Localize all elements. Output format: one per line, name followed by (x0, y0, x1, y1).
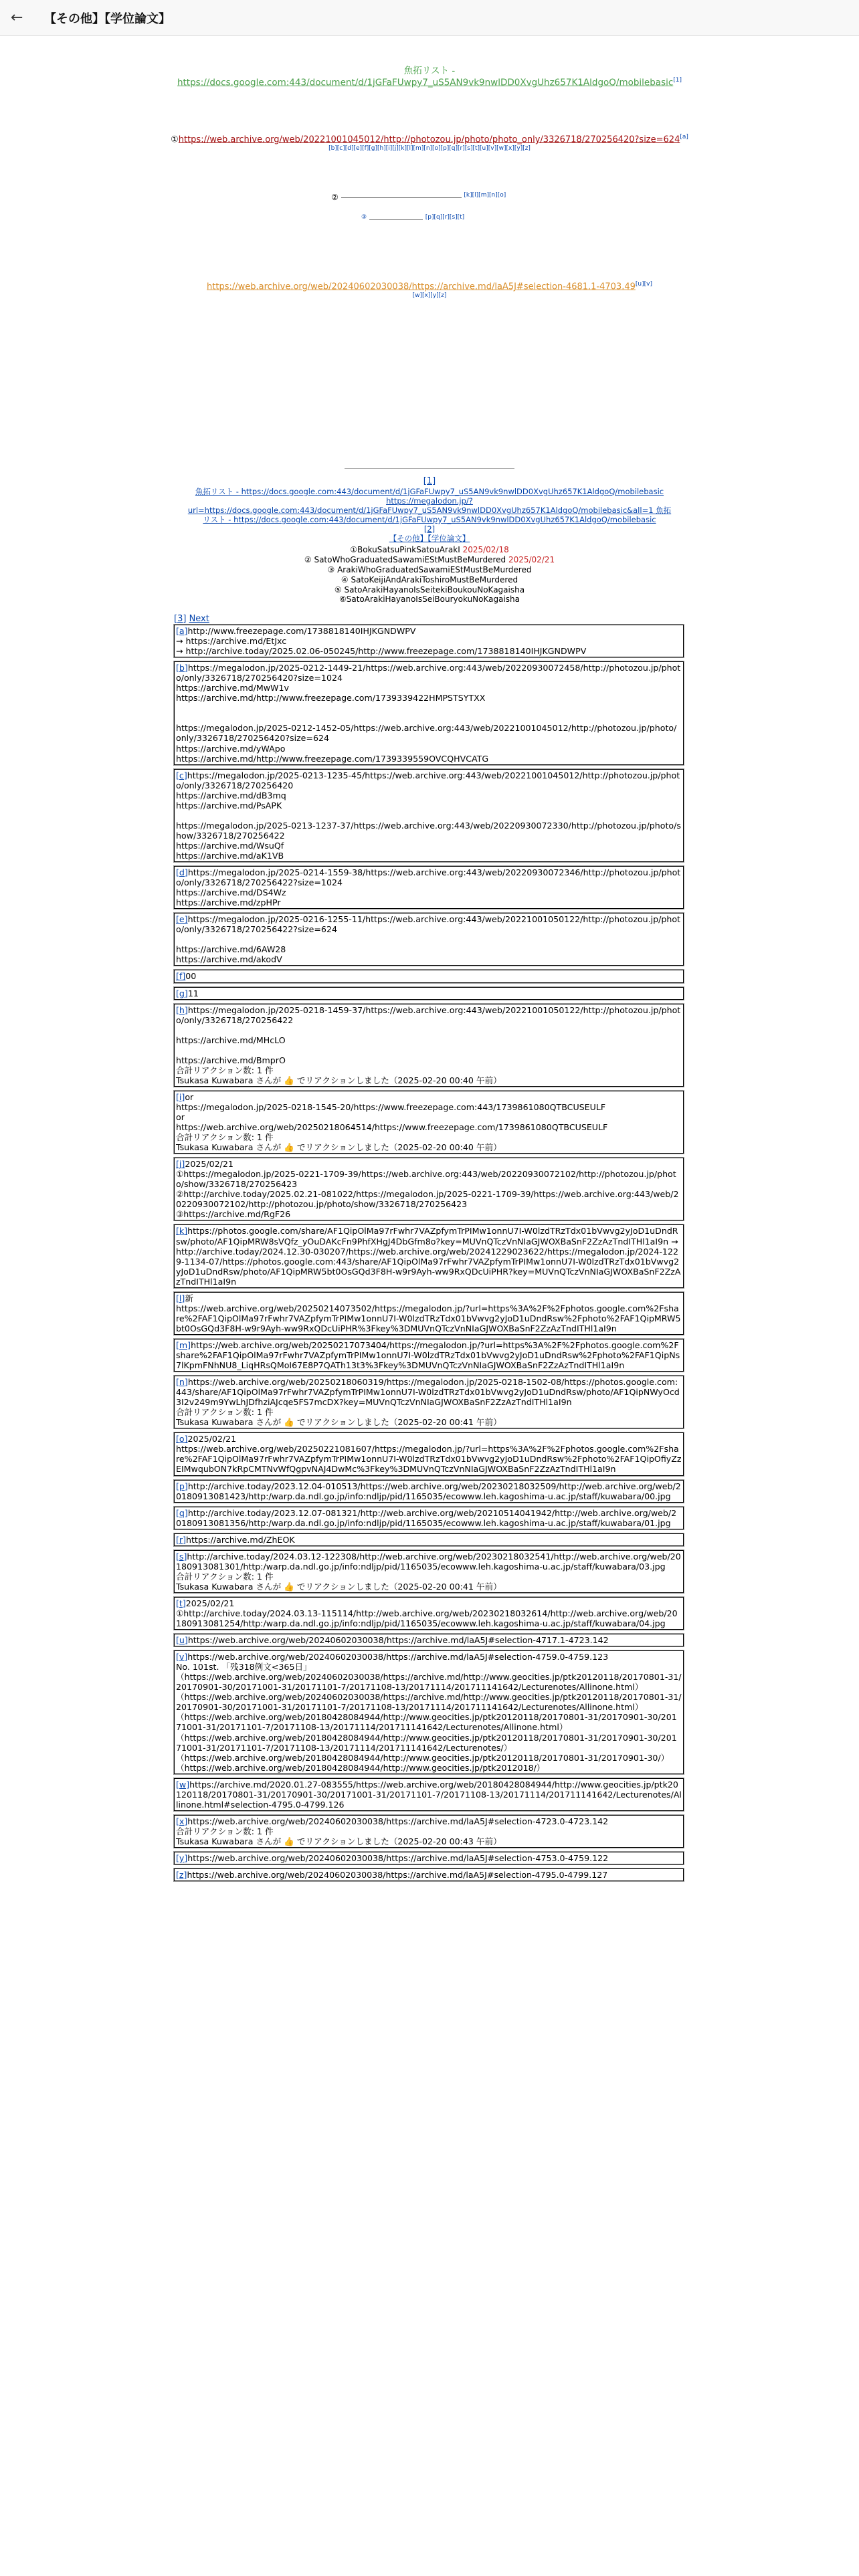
comment-entries (174, 625, 684, 1885)
image-2-refs[interactable]: [k][l][m][n][o] (464, 192, 506, 199)
entry-text: https://web.archive.org/web/20240602030038/https://archive.md/laA5J#selection-4795.0-4799.127 (187, 1870, 608, 1881)
comment-entry (174, 1868, 684, 1881)
comment-entry (174, 1815, 684, 1848)
comment-entry (174, 1158, 684, 1220)
entry-key[interactable]: [p] (176, 1481, 188, 1491)
entry-text: 00 (185, 971, 197, 982)
comment-entry (174, 1292, 684, 1335)
name-line: ①BokuSatsuPinkSatouArakI 2025/02/18 (350, 545, 509, 554)
docs-link[interactable]: https://docs.google.com:443/document/d/1jGFaFUwpy7_uS5AN9vk9nwlDD0XvgUhz657K1AldgoQ/mobilebasic (177, 77, 674, 88)
back-arrow-icon[interactable]: ← (11, 9, 23, 26)
entry-key[interactable]: [i] (176, 1091, 185, 1102)
comment-entry (174, 1650, 684, 1774)
comment-entry (174, 1480, 684, 1503)
entry-key[interactable]: [y] (176, 1852, 188, 1863)
circled-number: ① (171, 134, 179, 145)
comment-entry (174, 1432, 684, 1475)
entry-key[interactable]: [u] (176, 1635, 188, 1646)
entry-key[interactable]: [z] (176, 1870, 187, 1881)
comment-entry (174, 1224, 684, 1287)
entry-key[interactable]: [g] (176, 988, 188, 998)
image-3-placeholder (369, 219, 423, 220)
circled-number: ② (331, 193, 339, 202)
entry-key[interactable]: [w] (176, 1779, 190, 1790)
image-2-placeholder (341, 197, 462, 198)
entry-text: 2025/02/21 ①http://archive.today/2024.03.13-115114/http://web.archive.org/web/20230218032614/http://web.archive.org/web/20180913081254/http:/warp.da.ndl.go.jp/info:ndljp/pid/1165035/ecowww.leh.kagoshima-u.ac.jp/staff/kuwabara/04.jpg (176, 1598, 678, 1629)
list-label: 魚拓リスト - (403, 66, 456, 76)
names-list (201, 545, 658, 605)
comment-entry (174, 970, 684, 982)
date: 2025/02/18 (462, 545, 509, 554)
entry-text: https://web.archive.org/web/20240602030038/https://archive.md/laA5J#selection-4759.0-4759.123 No. 101st. 「残318例文<365日」 （https://web.archive.org/web/20240602030038/https://archive.md/http://www.geocities.jp/ptk20120118/20170801-31/20170901-30/20171001-31/20171101-7/20171108-13/20171114/201711141642/Lecturenotes/Allinone.html） （https://web.archive.org/web/20240602030038/https://archive.md/http://www.geocities.jp/ptk20120118/20170801-31/20170901-30/20171001-31/20171101-7/20171108-13/20171114/201711141642/Lecturenotes/Allinone.html） （https://web.archive.org/web/20180428084944/http://www.geocities.jp/ptk20120118/20170801-31/20170901-30/20171001-31/20171101-7/20171108-13/20171114/201711141642/Lecturenotes/Allinone.html） （https://web.archive.org/web/20180428084944/http://www.geocities.jp/ptk20120118/20170801-31/20170901-30/20171001-31/20171101-7/20171108-13/20171114/201711141642/Lecturenotes/） （https://web.archive.org/web/20180428084944/http://www.geocities.jp/ptk20120118/20170801-31/20170901-30/） （https://web.archive.org/web/20180428084944/http://www.geocities.jp/ptk2012018/） (176, 1652, 682, 1773)
footnote-ref[interactable]: [1] (673, 76, 682, 84)
name-line: ③ ArakiWhoGraduatedSawamiEStMustBeMurdered (327, 564, 532, 574)
comment-entry (174, 1339, 684, 1372)
entry-text: https://megalodon.jp/2025-0214-1559-38/https://web.archive.org:443/web/20220930072346/http://photozou.jp/photo/only/3326718/270256422?size=1024 https://archive.md/DS4Wz https://archive.md/zpHPr (176, 867, 681, 908)
comment-entry (174, 987, 684, 1000)
entry-text: https://archive.md/2020.01.27-083555/https://web.archive.org/web/20180428084944/http://www.geocities.jp/ptk20120118/20170801-31/20170901-30/20171001-31/20171101-7/20171108-13/20171114/201711141642/Lecturenotes/Allinone.html#selection-4795.0-4799.126 (176, 1779, 682, 1810)
comment-entry (174, 1550, 684, 1593)
entry-text: https://web.archive.org/web/20240602030038/https://archive.md/laA5J#selection-4723.0-4723.142 合計リアクション数: 1 件 Tsukasa Kuwabara さんが 👍 でリアクションしました（2025-02-20 00:43 午前） (176, 1816, 609, 1846)
entry-key[interactable]: [m] (176, 1339, 191, 1350)
entry-text: 11 (187, 988, 199, 998)
comment-entry (174, 625, 684, 657)
entry-key[interactable]: [a] (176, 626, 188, 636)
footnote-line[interactable]: https://megalodon.jp/?url=https://docs.google.com:443/document/d/1jGFaFUwpy7_uS5AN9vk9nwlDD0XvgUhz657K1AldgoQ/mobilebasic&all=1 魚拓 (187, 496, 672, 515)
entry-text: http://archive.today/2023.12.04-010513/https://web.archive.org/web/20230218032509/http://web.archive.org/web/20180913081423/http:/warp.da.ndl.go.jp/info:ndljp/pid/1165035/ecowww.leh.kagoshima-u.ac.jp/staff/kuwabara/00.jpg (176, 1481, 681, 1501)
comment-entry (174, 1634, 684, 1646)
entry-key[interactable]: [s] (176, 1551, 187, 1562)
entry-key[interactable]: [o] (176, 1434, 188, 1444)
name-line: ④ SatoKeijiAndArakiToshiroMustBeMurdered (341, 574, 518, 584)
comment-entry (174, 661, 684, 764)
divider (345, 468, 514, 469)
entry-key[interactable]: [r] (176, 1534, 187, 1545)
entry-key[interactable]: [n] (176, 1377, 188, 1388)
entry-text: 2025/02/21 https://web.archive.org/web/20250221081607/https://megalodon.jp/?url=https%3A%2F%2Fphotos.google.com%2Fshare%2FAF1QipOlMa97rFwhr7VAZpfymTrPIMw1onnU7I-W0lzdTRzTdx01bVwvg2yJoD1uDndRsw%2Fphoto%2FAF1QipOfiyZzEIMwqubON7kRpCMTNvWfQgpvNAJ4DwMc%3Fkey%3DMUVnQTczVnNIaGJWOXBaSnF2ZzAzTndITHl1aI9n (176, 1434, 682, 1475)
comment-entry (174, 1852, 684, 1864)
comment-entry (174, 1507, 684, 1529)
next-link[interactable]: Next (189, 614, 209, 624)
entry-text: http://www.freezepage.com/1738818140IHJKGNDWPV → https://archive.md/EtJxc → http://archive.today/2025.02.06-050245/http://www.freezepage.com/1738818140IHJKGNDWPV (176, 626, 587, 657)
image-1-refs[interactable]: [a][b][c][d][e][f][g][h][i][j][k][l][m][n][o][p][q][r][s][t][u][v][w][x][y][z] (328, 134, 688, 152)
entry-text: http://archive.today/2024.03.12-122308/http://web.archive.org/web/20230218032541/http://web.archive.org/web/20180913081301/http:/warp.da.ndl.go.jp/info:ndljp/pid/1165035/ecowww.leh.kagoshima-u.ac.jp/staff/kuwabara/03.jpg 合計リアクション数: 1 件 Tsukasa Kuwabara さんが 👍 でリアクションしました（2025-02-20 00:41 午前） (176, 1551, 681, 1592)
entry-text: or https://megalodon.jp/2025-0218-1545-20/https://www.freezepage.com:443/1739861080QTBCUSEULF or https://web.archive.org/web/20250218064514/https://www.freezepage.com/1739861080QTBCUSEULF 合計リアクション数: 1 件 Tsukasa Kuwabara さんが 👍 でリアクションしました（2025-02-20 00:40 午前） (176, 1091, 608, 1153)
entry-key[interactable]: [k] (176, 1226, 188, 1237)
image-2-line (331, 191, 632, 202)
entry-text: 新 https://web.archive.org/web/20250214073502/https://megalodon.jp/?url=https%3A%2F%2Fphotos.google.com%2Fshare%2FAF1QipOlMa97rFwhr7VAZpfymTrPIMw1onnU7I-W0lzdTRzTdx01bVwvg2yJoD1uDndRsw%2Fphoto%2FAF1QipMRW5bt0OsGQd3F8H-w9r9Ayh-ww9RxQDcUiPHR%3Fkey%3DMUVnQTczVnNIaGJWOXBaSnF2ZzAzTndITHl1aI9n (176, 1293, 681, 1333)
comment-entry (174, 1597, 684, 1630)
archive-link[interactable]: https://web.archive.org/web/20240602030038/https://archive.md/laA5J#selection-4681.1-4703.49 (207, 282, 636, 292)
entry-text: https://megalodon.jp/2025-0218-1459-37/https://web.archive.org:443/web/20221001050122/http://photozou.jp/photo/only/3326718/270256422 https://archive.md/MHcLO https://archive.md/BmprO 合計リアクション数: 1 件 Tsukasa Kuwabara さんが 👍 でリアクションしました（2025-02-20 00:40 午前） (176, 1004, 681, 1085)
archive-refs-1[interactable]: [u][v] (635, 281, 652, 288)
footnote-line[interactable]: 魚拓リスト - https://docs.google.com:443/document/d/1jGFaFUwpy7_uS5AN9vk9nwlDD0XvgUhz657K1AldgoQ/mobilebasic (195, 486, 664, 496)
entry-key[interactable]: [q] (176, 1507, 188, 1518)
entry-key[interactable]: [v] (176, 1652, 188, 1662)
page-title: 【その他】【学位論文】 (44, 11, 171, 26)
entry-key[interactable]: [t] (176, 1598, 186, 1608)
comment-entry (174, 769, 684, 862)
entry-key[interactable]: [b] (176, 663, 188, 673)
entry-key[interactable]: [h] (176, 1004, 188, 1015)
comment-entry (174, 1004, 684, 1087)
pager-ref[interactable]: [3] (174, 614, 187, 624)
image-3-line (361, 214, 562, 224)
entry-text: https://web.archive.org/web/20250218060319/https://megalodon.jp/2025-0218-1502-08/https://photos.google.com:443/share/AF1QipOlMa97rFwhr7VAZpfymTrPIMw1onnU7I-W0lzdTRzTdx01bVwvg2yJoD1uDndRsw/photo/AF1QipNWyOcd3I2v249m9YwLhJDfhziAJcqe5FS7mcDX?key=MUVnQTczVnNIaGJWOXBaSnF2ZzAzTndITHl1aI9n 合計リアクション数: 1 件 Tsukasa Kuwabara さんが 👍 でリアクションしました（2025-02-20 00:41 午前） (176, 1377, 680, 1428)
entry-text: https://megalodon.jp/2025-0213-1235-45/https://web.archive.org:443/web/20221001045012/http://photozou.jp/photo/only/3326718/270256420 https://archive.md/dB3mq https://archive.md/PsAPK https://megalodon.jp/2025-0213-1237-37/https://web.archive.org:443/web/20220930072330/http://photozou.jp/photo/show/3326718/270256422 https://archive.md/WsuQf https://archive.md/aK1VB (176, 770, 681, 861)
entry-text: http://archive.today/2023.12.07-081321/http://web.archive.org/web/20210514041942/http://web.archive.org/web/20180913081356/http:/warp.da.ndl.go.jp/info:ndljp/pid/1165035/ecowww.leh.kagoshima-u.ac.jp/staff/kuwabara/01.jpg (176, 1507, 677, 1528)
comment-entry (174, 913, 684, 966)
comment-entry (174, 1091, 684, 1154)
image-3-refs[interactable]: [p][q][r][s][t] (425, 214, 465, 221)
name-line: ② SatoWhoGraduatedSawamiEStMustBeMurdered 2025/02/21 (304, 554, 555, 564)
footnote-line[interactable]: リスト - https://docs.google.com:443/document/d/1jGFaFUwpy7_uS5AN9vk9nwlDD0XvgUhz657K1AldgoQ/mobilebasic (203, 514, 656, 524)
comment-entry (174, 866, 684, 909)
image-1-link[interactable]: https://web.archive.org/web/20221001045012/http://photozou.jp/photo/photo_only/3326718/270256420?size=624 (178, 134, 680, 145)
entry-key[interactable]: [j] (176, 1159, 185, 1170)
entry-text: 2025/02/21 ①https://megalodon.jp/2025-0221-1709-39/https://web.archive.org:443/web/20220930072102/http://photozou.jp/photo/show/3326718/270256423 ②http://archive.today/2025.02.21-081022/https://megalodon.jp/2025-0221-1709-39/https://web.archive.org:443/web/20220930072102/http://photozou.jp/photo/show/3326718/270256423 ③https://archive.md/RgF26 (176, 1159, 679, 1220)
entry-text: https://archive.md/ZhEOK (186, 1534, 295, 1545)
entry-key[interactable]: [f] (176, 971, 186, 982)
footnote-title-link[interactable]: 【その他】【学位論文】 (389, 533, 470, 543)
footnote-ref-2[interactable]: [2] (423, 524, 436, 534)
entry-key[interactable]: [e] (176, 914, 188, 925)
entry-text: https://web.archive.org/web/20250217073404/https://megalodon.jp/?url=https%3A%2F%2Fphotos.google.com%2Fshare%2FAF1QipOlMa97rFwhr7VAZpfymTrPIMw1onnU7I-W0lzdTRzTdx01bVwvg2yJoD1uDndRsw%2Fphoto%2FAF1QipNs7lKpmFNhNU8_LiqHRsQMoI67E8P7QATh13t3%3Fkey%3DMUVnQTczVnNIaGJWOXBaSnF2ZzAzTndITHl1aI9n (176, 1339, 680, 1371)
entry-key[interactable]: [l] (176, 1293, 185, 1303)
entry-text: https://web.archive.org/web/20240602030038/https://archive.md/laA5J#selection-4717.1-4723.142 (187, 1635, 609, 1646)
top-bar (0, 0, 859, 36)
top-link-block (171, 66, 688, 88)
pager (174, 614, 209, 624)
entry-text: https://megalodon.jp/2025-0216-1255-11/https://web.archive.org:443/web/20221001050122/http://photozou.jp/photo/only/3326718/270256422?size=624 https://archive.md/6AW28 https://archive.md/akodV (176, 914, 680, 965)
circled-number: ③ (361, 214, 367, 221)
entry-key[interactable]: [x] (176, 1816, 188, 1826)
comment-entry (174, 1376, 684, 1428)
name-line: ⑤ SatoArakiHayanoIsSeitekiBoukouNoKagaisha (334, 584, 525, 595)
comment-entry (174, 1533, 684, 1546)
entry-key[interactable]: [c] (176, 770, 187, 780)
entry-text: https://photos.google.com/share/AF1QipOlMa97rFwhr7VAZpfymTrPIMw1onnU7I-W0lzdTRzTdx01bVwvg2yJoD1uDndRsw/photo/AF1QipMRW8sVQfz_yOuDAKcFn9PhfXHgJ4DbGfm8o?key=MUVnQTczVnNIaGJWOXBaSnF2ZzAzTndITHl1aI9n → http://archive.today/2024.12.30-030207/https://web.archive.org/web/20241229023622/https://megalodon.jp/2024-1229-1134-07/https://photos.google.com:443/share/AF1QipOlMa97rFwhr7VAZpfymTrPIMw1onnU7I-W0lzdTRzTdx01bVwvg2yJoD1uDndRsw/photo/AF1QipMRW5bt0OsGQd3F8H-w9r9Ayh-ww9RxQDcUiPHR?key=MUVnQTczVnNIaGJWOXBaSnF2ZzAzTndITHl1aI9n (176, 1226, 681, 1287)
archive-link-line (171, 281, 688, 304)
date: 2025/02/21 (508, 554, 555, 564)
footnote-block (171, 476, 688, 543)
entry-text: https://megalodon.jp/2025-0212-1449-21/https://web.archive.org:443/web/20220930072458/http://photozou.jp/photo/only/3326718/270256420?size=1024 https://archive.md/MwW1v https://archive.md/http://www.freezepage.com/1739339422HMPSTSYTXX https://megalodon.jp/2025-0212-1452-05/https://web.archive.org:443/web/20221001045012/http://photozou.jp/photo/only/3326718/270256420?size=624 https://archive.md/yWApo https://archive.md/http://www.freezepage.com/1739339559OVCQHVCATG (176, 663, 681, 764)
name-line: ⑥SatoArakiHayanoIsSeiBouryokuNoKagaisha (339, 595, 520, 605)
image-1-line (171, 134, 688, 157)
archive-refs-2[interactable]: [w][x][y][z] (412, 292, 447, 300)
entry-text: https://web.archive.org/web/20240602030038/https://archive.md/laA5J#selection-4753.0-4759.122 (187, 1852, 609, 1863)
footnote-ref[interactable]: [1] (423, 476, 436, 486)
entry-key[interactable]: [d] (176, 867, 188, 878)
comment-entry (174, 1778, 684, 1811)
